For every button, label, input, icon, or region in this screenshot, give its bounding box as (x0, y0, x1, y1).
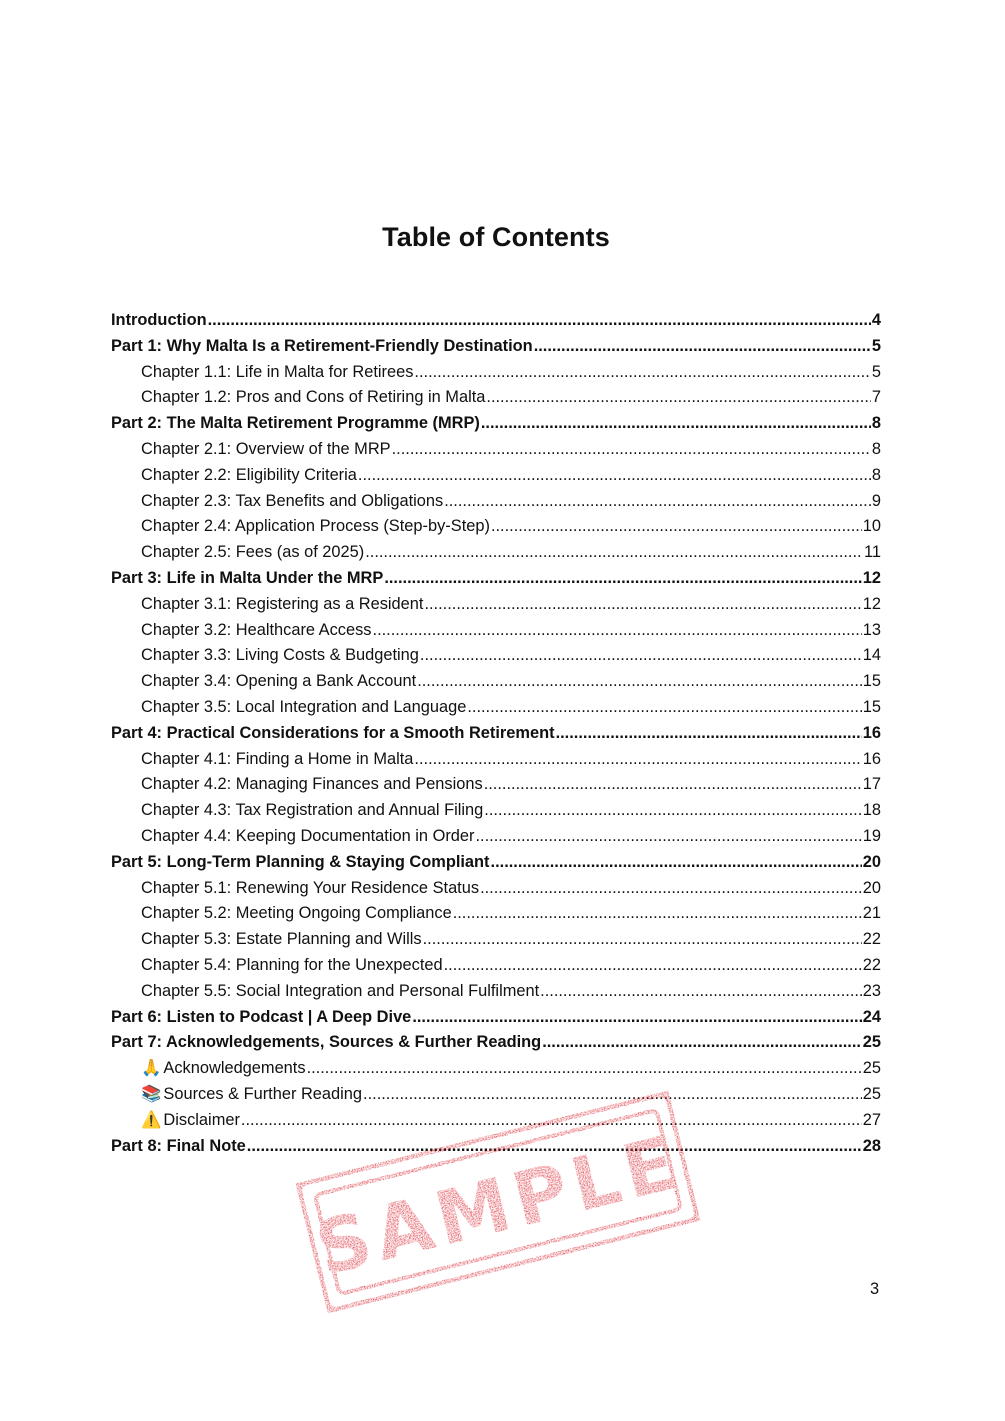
toc-entry-page-number: 23 (862, 981, 881, 1000)
toc-entry-page-number: 8 (871, 465, 881, 484)
toc-part-entry[interactable] (111, 721, 881, 747)
toc-entry-page-number: 8 (871, 439, 881, 458)
toc-chapter-entry[interactable] (111, 772, 881, 798)
toc-entry-page-number: 24 (862, 1007, 881, 1026)
entry-emoji-icon: ⚠️ (141, 1110, 162, 1129)
toc-entry-page-number: 25 (862, 1033, 881, 1052)
dot-leader (208, 308, 871, 334)
toc-entry-page-number: 8 (871, 414, 881, 433)
toc-entry-page-number: 27 (862, 1110, 881, 1129)
toc-entry-page-number: 4 (871, 311, 881, 329)
dot-leader (392, 437, 871, 463)
toc-chapter-entry[interactable] (111, 643, 881, 669)
dot-leader (486, 385, 870, 411)
toc-entry-label: Chapter 3.1: Registering as a Resident (141, 594, 424, 613)
toc-entry-page-number: 18 (862, 801, 881, 820)
toc-entry-label: Chapter 1.1: Life in Malta for Retirees (141, 362, 414, 381)
toc-entry-page-number: 16 (862, 723, 881, 742)
toc-chapter-entry[interactable] (111, 1082, 881, 1108)
toc-entry-label: Part 4: Practical Considerations for a Smooth Retirement (111, 723, 555, 742)
toc-entry-page-number: 22 (862, 955, 881, 974)
toc-entry-page-number: 12 (862, 568, 881, 587)
toc-entry-label: Part 8: Final Note (111, 1136, 246, 1155)
toc-entry-label: Part 2: The Malta Retirement Programme (MRP) (111, 414, 480, 433)
toc-entry-label: Chapter 5.5: Social Integration and Personal Fulfilment (141, 981, 540, 1000)
toc-entry-label: Part 6: Listen to Podcast | A Deep Dive (111, 1007, 412, 1026)
toc-entry-label: Part 3: Life in Malta Under the MRP (111, 568, 384, 587)
page-number: 3 (870, 1280, 880, 1298)
toc-entry-label: Chapter 2.1: Overview of the MRP (141, 439, 391, 458)
toc-part-entry[interactable] (111, 411, 881, 437)
toc-entry-label: Sources & Further Reading (163, 1084, 363, 1103)
dot-leader (540, 979, 862, 1005)
toc-part-entry[interactable] (111, 1005, 881, 1031)
dot-leader (365, 540, 863, 566)
toc-entry-label: Chapter 5.1: Renewing Your Residence Status (141, 878, 480, 897)
toc-chapter-entry[interactable] (111, 747, 881, 773)
toc-entry-label: Part 5: Long-Term Planning & Staying Compliant (111, 852, 490, 871)
toc-chapter-entry[interactable] (111, 876, 881, 902)
toc-entry-label: Chapter 4.1: Finding a Home in Malta (141, 749, 414, 768)
toc-chapter-entry[interactable] (111, 385, 881, 411)
dot-leader (414, 747, 861, 773)
toc-entry-page-number: 10 (862, 517, 881, 536)
toc-entry-page-number: 17 (862, 775, 881, 794)
toc-chapter-entry[interactable] (111, 953, 881, 979)
dot-leader (480, 876, 862, 902)
toc-entry-page-number: 28 (862, 1136, 881, 1155)
dot-leader (384, 566, 861, 592)
toc-entry-label: Introduction (111, 311, 207, 329)
dot-leader (424, 592, 861, 618)
toc-chapter-entry[interactable] (111, 360, 881, 386)
dot-leader (307, 1056, 862, 1082)
toc-entry-page-number: 22 (862, 930, 881, 949)
dot-leader (453, 901, 862, 927)
dot-leader (491, 514, 862, 540)
dot-leader (444, 953, 862, 979)
toc-entry-page-number: 19 (862, 826, 881, 845)
toc-chapter-entry[interactable] (111, 979, 881, 1005)
dot-leader (542, 1030, 862, 1056)
toc-chapter-entry[interactable] (111, 669, 881, 695)
toc-entry-label: Chapter 3.5: Local Integration and Language (141, 697, 467, 716)
toc-chapter-entry[interactable] (111, 437, 881, 463)
dot-leader (373, 618, 862, 644)
page-title: Table of Contents (382, 222, 610, 252)
toc-entry-page-number: 16 (862, 749, 881, 768)
toc-entry-page-number: 5 (871, 362, 881, 381)
toc-chapter-entry[interactable] (111, 901, 881, 927)
toc-part-entry[interactable] (111, 308, 881, 334)
dot-leader (534, 334, 871, 360)
dot-leader (484, 772, 862, 798)
toc-entry-page-number: 25 (862, 1059, 881, 1078)
toc-part-entry[interactable] (111, 850, 881, 876)
toc-entry-label: Chapter 4.4: Keeping Documentation in Order (141, 826, 475, 845)
dot-leader (417, 669, 862, 695)
toc-entry-page-number: 5 (871, 336, 881, 355)
toc-entry-label: Disclaimer (163, 1110, 240, 1129)
toc-entry-page-number: 15 (862, 672, 881, 691)
toc-chapter-entry[interactable] (111, 695, 881, 721)
toc-entry-label: Chapter 2.5: Fees (as of 2025) (141, 543, 365, 562)
toc-entry-label: Chapter 1.2: Pros and Cons of Retiring in Malta (141, 388, 486, 407)
toc-entry-label: Acknowledgements (163, 1059, 306, 1078)
toc-chapter-entry[interactable] (111, 1056, 881, 1082)
stamp-text: SAMPLE (308, 1119, 690, 1293)
toc-part-entry[interactable] (111, 566, 881, 592)
toc-entry-label: Chapter 4.3: Tax Registration and Annual Filing (141, 801, 484, 820)
toc-entry-label: Chapter 5.3: Estate Planning and Wills (141, 930, 422, 949)
dot-leader (414, 360, 870, 386)
table-of-contents (111, 308, 881, 1159)
toc-entry-page-number: 14 (862, 646, 881, 665)
toc-entry-label: Part 1: Why Malta Is a Retirement-Friendly Destination (111, 336, 533, 355)
dot-leader (556, 721, 862, 747)
toc-chapter-entry[interactable] (111, 463, 881, 489)
toc-chapter-entry[interactable] (111, 798, 881, 824)
toc-part-entry[interactable] (111, 1030, 881, 1056)
toc-chapter-entry[interactable] (111, 489, 881, 515)
toc-entry-page-number: 25 (862, 1084, 881, 1103)
dot-leader (467, 695, 861, 721)
dot-leader (358, 463, 871, 489)
toc-chapter-entry[interactable] (111, 540, 881, 566)
dot-leader (481, 411, 871, 437)
toc-entry-label: Chapter 3.3: Living Costs & Budgeting (141, 646, 419, 665)
entry-emoji-icon: 📚 (141, 1084, 162, 1103)
toc-chapter-entry[interactable] (111, 618, 881, 644)
toc-entry-label: Chapter 5.4: Planning for the Unexpected (141, 955, 443, 974)
toc-entry-label: Chapter 3.4: Opening a Bank Account (141, 672, 417, 691)
toc-entry-label: Chapter 5.2: Meeting Ongoing Compliance (141, 904, 452, 923)
toc-entry-page-number: 7 (871, 388, 881, 407)
dot-leader (484, 798, 861, 824)
dot-leader (423, 927, 862, 953)
toc-entry-page-number: 21 (862, 904, 881, 923)
toc-entry-page-number: 13 (862, 620, 881, 639)
dot-leader (420, 643, 862, 669)
toc-entry-page-number: 20 (862, 852, 881, 871)
toc-chapter-entry[interactable] (111, 824, 881, 850)
toc-entry-label: Chapter 3.2: Healthcare Access (141, 620, 372, 639)
toc-entry-page-number: 9 (871, 491, 881, 510)
toc-entry-label: Chapter 2.2: Eligibility Criteria (141, 465, 357, 484)
toc-chapter-entry[interactable] (111, 927, 881, 953)
toc-entry-page-number: 11 (863, 543, 881, 562)
dot-leader (444, 489, 871, 515)
dot-leader (475, 824, 861, 850)
dot-leader (491, 850, 862, 876)
toc-entry-label: Chapter 4.2: Managing Finances and Pensions (141, 775, 483, 794)
toc-entry-label: Chapter 2.4: Application Process (Step-by-Step) (141, 517, 490, 536)
toc-entry-page-number: 12 (862, 594, 881, 613)
dot-leader (412, 1005, 861, 1031)
entry-emoji-icon: 🙏 (141, 1059, 162, 1078)
toc-entry-page-number: 15 (862, 697, 881, 716)
toc-chapter-entry[interactable] (111, 514, 881, 540)
toc-entry-label: Chapter 2.3: Tax Benefits and Obligations (141, 491, 444, 510)
toc-entry-page-number: 20 (862, 878, 881, 897)
toc-chapter-entry[interactable] (111, 592, 881, 618)
toc-entry-label: Part 7: Acknowledgements, Sources & Further Reading (111, 1033, 542, 1052)
toc-part-entry[interactable] (111, 334, 881, 360)
